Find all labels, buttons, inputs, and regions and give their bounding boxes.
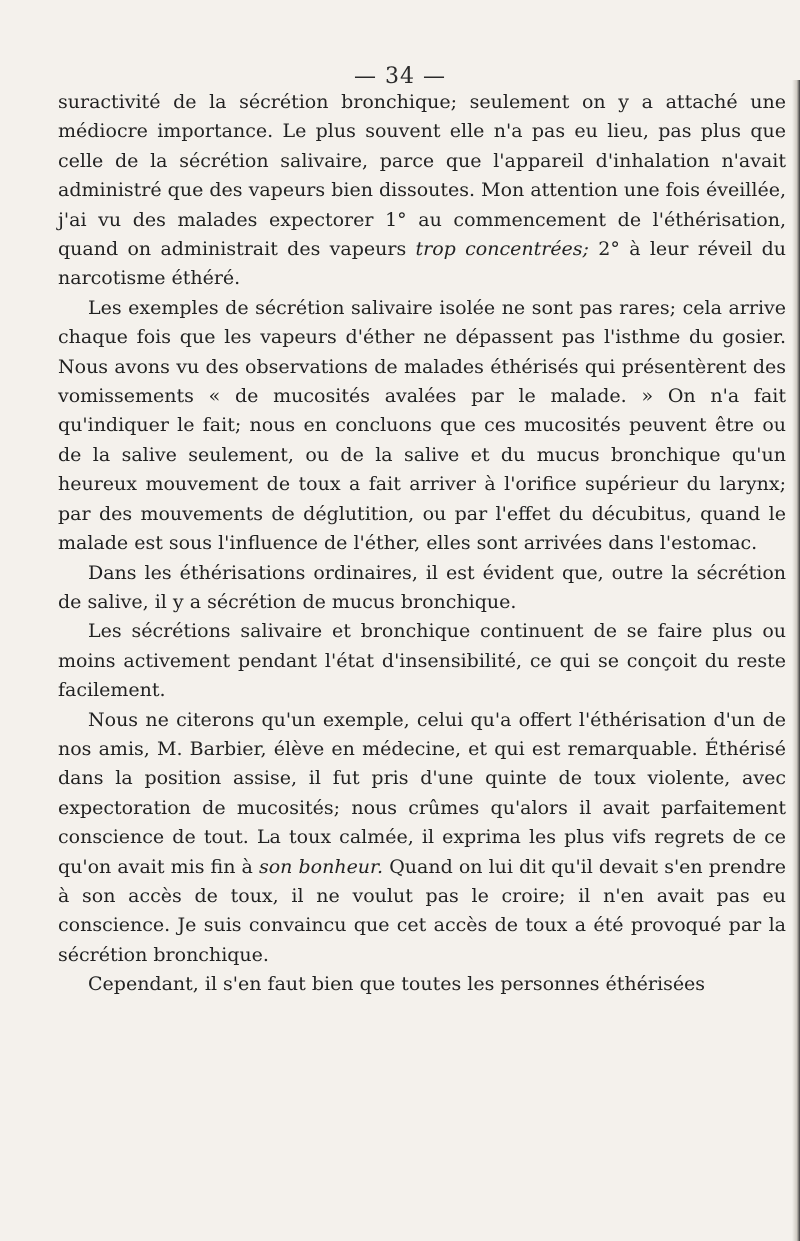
paragraph-2 bbox=[58, 294, 786, 559]
paragraph-3 bbox=[58, 559, 786, 618]
paragraph-6-text: Cependant, il s'en faut bien que toutes les personnes éthérisées bbox=[88, 973, 706, 996]
paragraph-2-text: Les exemples de sécrétion salivaire isolée ne sont pas rares; cela arrive chaque fois que les vapeurs d'éther ne dépassent pas l'isthme du gosier. Nous avons vu des observations de malades éthérisés qui présentèrent des vomissements « de mucosités avalées par le malade. » On n'a fait qu'indiquer le fait; nous en concluons que ces mucosités peuvent être ou de la salive seulement, ou de la salive et du mucus bronchique qu'un heureux mouvement de toux a fait arriver à l'orifice supérieur du larynx; par des mouvements de déglutition, ou par l'effet du décubitus, quand le malade est sous l'influence de l'éther, elles sont arrivées dans l'estomac. bbox=[58, 296, 786, 555]
paragraph-1-italic: trop concentrées; bbox=[415, 238, 589, 261]
paragraph-1-text-a: suractivité de la sécrétion bronchique; seulement on y a attaché une médiocre importance. Le plus souvent elle n'a pas eu lieu, pas plus que celle de la sécrétion salivaire, parce que l'appareil d'inhalation n'avait administré que des vapeurs bien dissoutes. Mon attention une fois éveillée, j'ai vu des malades expectorer 1° au commencement de l'éthérisation, quand on administrait des vapeurs bbox=[58, 91, 786, 261]
paragraph-1 bbox=[58, 88, 786, 294]
paragraph-5-text-b: Quand on lui dit qu'il devait s'en prendre à son accès de toux, il ne voulut pas le croire; il n'en avait pas eu conscience. Je suis convaincu que cet accès de toux a été provoqué par la sécrétion bronchique. bbox=[58, 855, 786, 966]
page-edge-shadow bbox=[792, 80, 800, 1241]
paragraph-5-text-a: Nous ne citerons qu'un exemple, celui qu'a offert l'éthérisation d'un de nos amis, M. Barbier, élève en médecine, et qui est remarquable. Éthérisé dans la position assise, il fut pris d'une quinte de toux violente, avec expectoration de mucosités; nous crûmes qu'alors il avait parfaitement conscience de tout. La toux calmée, il exprima les plus vifs regrets de ce qu'on avait mis fin à bbox=[58, 708, 786, 878]
paragraph-3-text: Dans les éthérisations ordinaires, il est évident que, outre la sécrétion de salive, il y a sécrétion de mucus bronchique. bbox=[58, 561, 786, 613]
paragraph-5 bbox=[58, 706, 786, 971]
page-number: — 34 — bbox=[354, 64, 446, 89]
paragraph-4-text: Les sécrétions salivaire et bronchique continuent de se faire plus ou moins activement pendant l'état d'insensibilité, ce qui se conçoit du reste facilement. bbox=[58, 620, 786, 702]
paragraph-6 bbox=[58, 970, 786, 999]
paragraph-1-text-b: 2° à leur réveil du narcotisme éthéré. bbox=[58, 238, 786, 290]
paragraph-5-italic: son bonheur. bbox=[258, 855, 384, 878]
body-text bbox=[58, 88, 786, 1000]
paragraph-4 bbox=[58, 617, 786, 705]
